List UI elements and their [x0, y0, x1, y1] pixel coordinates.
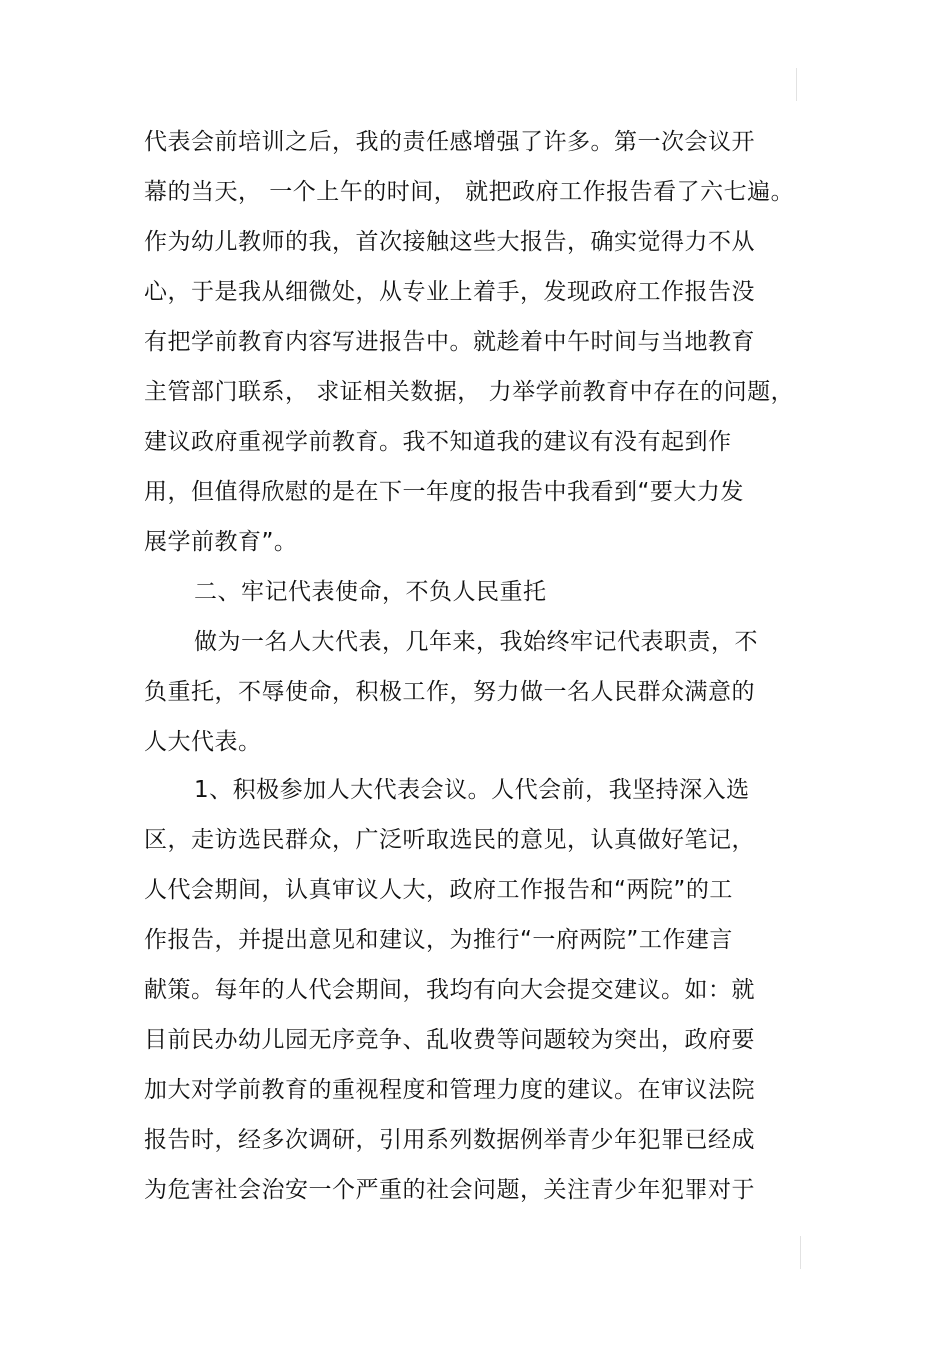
text-line-18: 献策。每年的人代会期间，我均有向大会提交建议。如：就 — [144, 977, 755, 1003]
text-line-3: 作为幼儿教师的我，首次接触这些大报告，确实觉得力不从 — [144, 229, 755, 255]
page-edge-mark-bottom — [800, 1236, 801, 1269]
text-line-19: 目前民办幼儿园无序竞争、乱收费等问题较为突出，政府要 — [144, 1027, 755, 1053]
text-line-15: 区，走访选民群众，广泛听取选民的意见，认真做好笔记， — [144, 827, 755, 853]
text-line-2: 幕的当天， 一个上午的时间， 就把政府工作报告看了六七遍。 — [144, 179, 795, 205]
text-line-7: 建议政府重视学前教育。我不知道我的建议有没有起到作 — [144, 429, 732, 455]
text-line-6: 主管部门联系， 求证相关数据， 力举学前教育中存在的问题， — [144, 379, 795, 405]
text-line-21: 报告时，经多次调研，引用系列数据例举青少年犯罪已经成 — [144, 1127, 755, 1153]
page-edge-mark-top — [796, 68, 797, 101]
text-line-20: 加大对学前教育的重视程度和管理力度的建议。在审议法院 — [144, 1077, 755, 1103]
text-line-22: 为危害社会治安一个严重的社会问题，关注青少年犯罪对于 — [144, 1177, 755, 1203]
text-line-9: 展学前教育”。 — [144, 529, 298, 555]
text-line-5: 有把学前教育内容写进报告中。就趁着中午时间与当地教育 — [144, 329, 755, 355]
text-line-11: 做为一名人大代表，几年来，我始终牢记代表职责，不 — [194, 629, 758, 655]
text-line-8: 用，但值得欣慰的是在下一年度的报告中我看到“要大力发 — [144, 479, 744, 505]
text-line-13: 人大代表。 — [144, 729, 262, 755]
text-line-12: 负重托，不辱使命，积极工作，努力做一名人民群众满意的 — [144, 679, 755, 705]
text-line-4: 心，于是我从细微处，从专业上着手，发现政府工作报告没 — [144, 279, 755, 305]
text-line-14: 1、积极参加人大代表会议。人代会前，我坚持深入选 — [194, 777, 750, 803]
text-line-1: 代表会前培训之后，我的责任感增强了许多。第一次会议开 — [144, 129, 755, 155]
text-line-17: 作报告，并提出意见和建议，为推行“一府两院”工作建言 — [144, 927, 733, 953]
section-heading: 二、牢记代表使命，不负人民重托 — [194, 579, 547, 605]
text-line-16: 人代会期间，认真审议人大，政府工作报告和“两院”的工 — [144, 877, 733, 903]
